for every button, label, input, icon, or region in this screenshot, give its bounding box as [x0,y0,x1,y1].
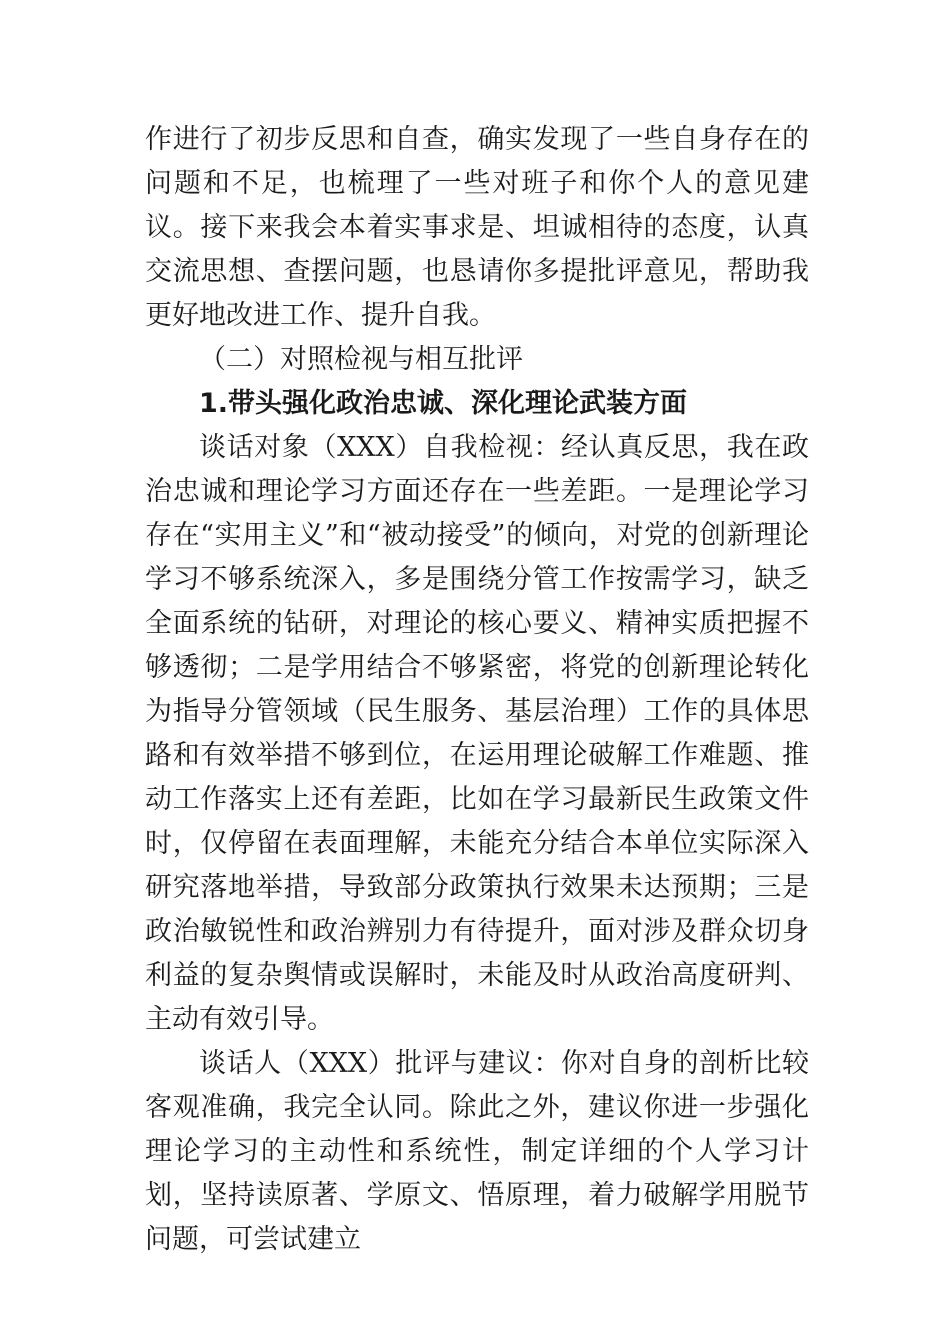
critique-paragraph: 谈话人（XXX）批评与建议：你对自身的剖析比较客观准确，我完全认同。除此之外，建议你进一步强化理论学习的主动性和系统性，制定详细的个人学习计划，坚持读原著、学原文、悟原理，着力破解学用脱节问题，可尝试建立 [145,1048,809,1255]
self-review-paragraph: 谈话对象（XXX）自我检视：经认真反思，我在政治忠诚和理论学习方面还存在一些差距。一是理论学习存在“实用主义”和“被动接受”的倾向，对党的创新理论学习不够系统深入，多是围绕分管工作按需学习，缺乏全面系统的钻研，对理论的核心要义、精神实质把握不够透彻；二是学用结合不够紧密，将党的创新理论转化为指导分管领域（民生服务、基层治理）工作的具体思路和有效举措不够到位，在运用理论破解工作难题、推动工作落实上还有差距，比如在学习最新民生政策文件时，仅停留在表面理解，未能充分结合本单位实际深入研究落地举措，导致部分政策执行效果未达预期；三是政治敏锐性和政治辨别力有待提升，面对涉及群众切身利益的复杂舆情或误解时，未能及时从政治高度研判、主动有效引导。 [145,432,809,1035]
document-body [145,118,809,1262]
item-heading: 1.带头强化政治忠诚、深化理论武装方面 [199,388,688,419]
continuation-paragraph: 作进行了初步反思和自查，确实发现了一些自身存在的问题和不足，也梳理了一些对班子和你个人的意见建议。接下来我会本着实事求是、坦诚相待的态度，认真交流思想、查摆问题，也恳请你多提批评意见，帮助我更好地改进工作、提升自我。 [145,124,809,331]
section-subheading: （二）对照检视与相互批评 [199,344,523,375]
